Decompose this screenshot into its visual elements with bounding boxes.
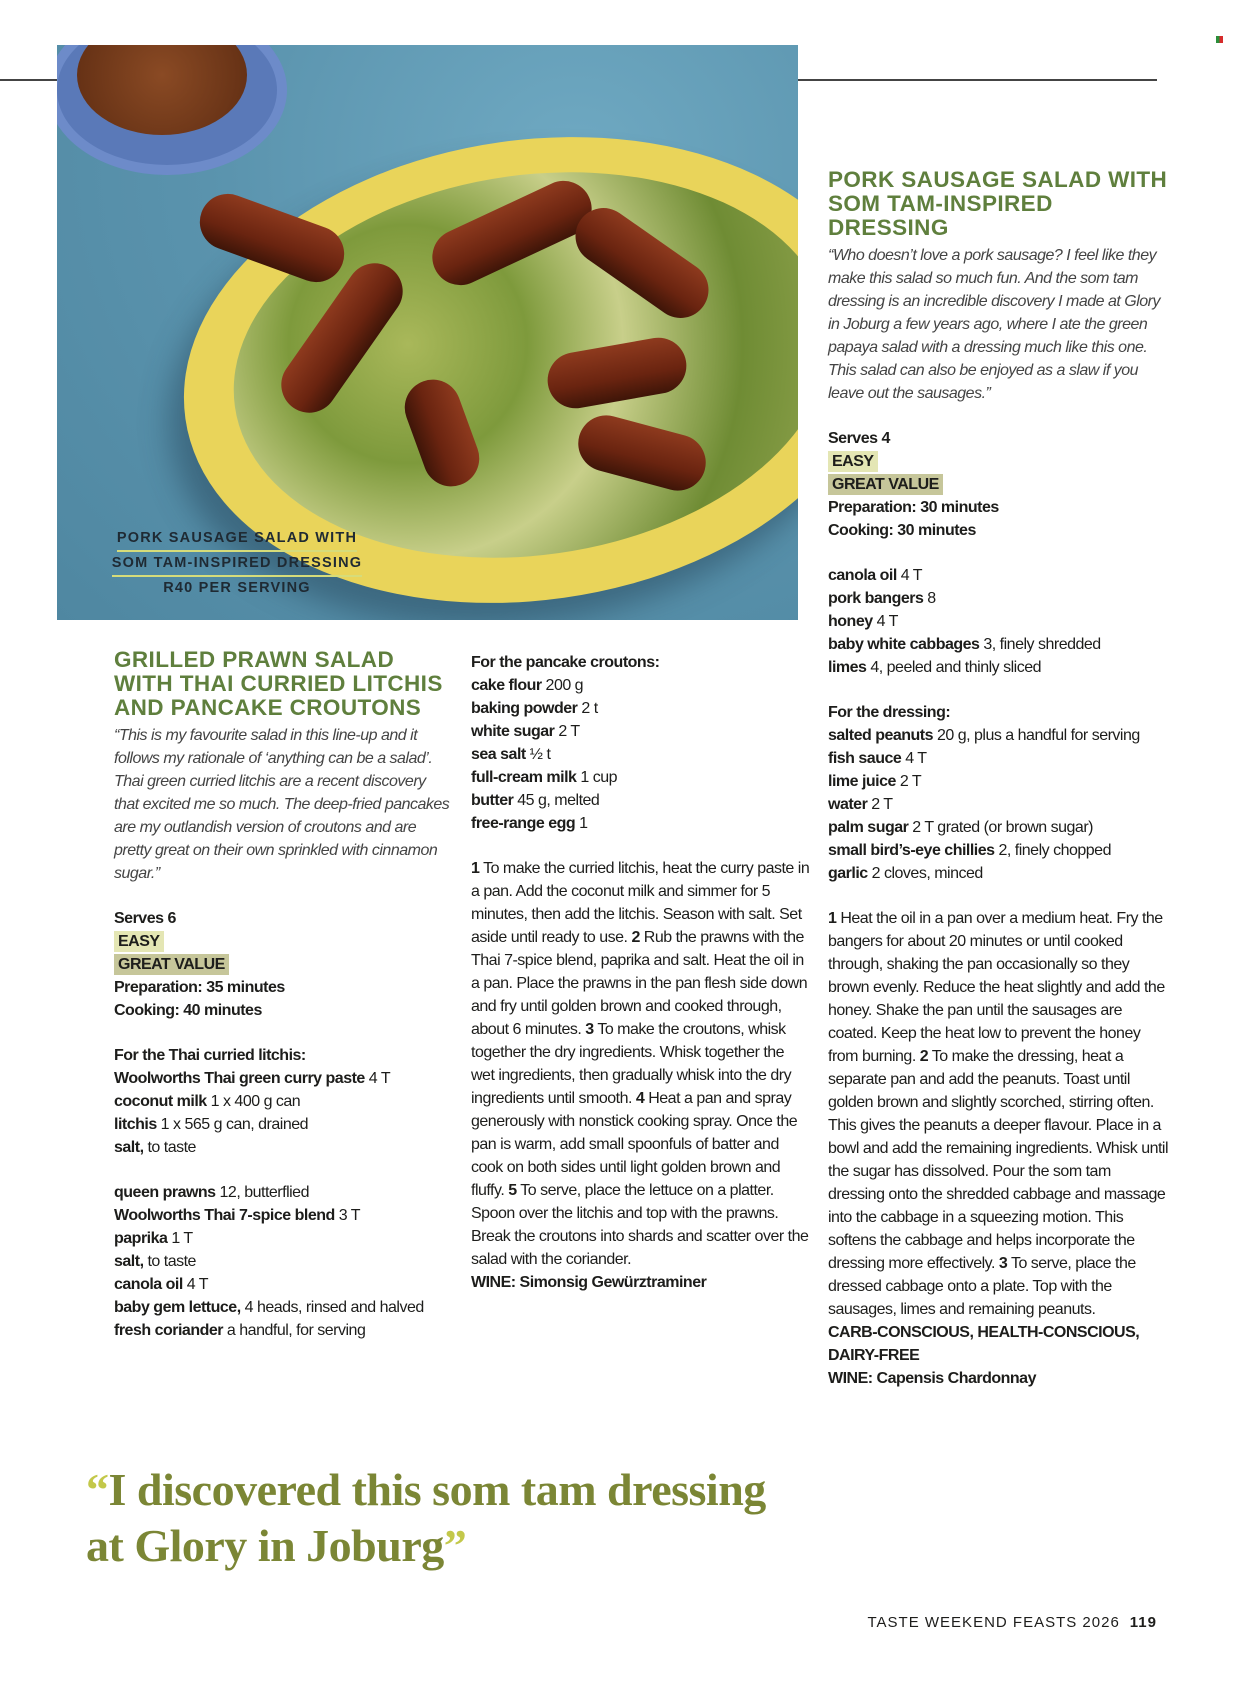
ingredient-quantity: 2, finely chopped <box>994 842 1111 859</box>
ingredient-item <box>828 862 1170 885</box>
great-value-badge: GREAT VALUE <box>114 954 229 975</box>
ingredient-item <box>114 1296 450 1319</box>
page-footer <box>868 1614 1158 1631</box>
close-quote-mark: ” <box>443 1520 467 1571</box>
recipe-intro: “Who doesn’t love a pork sausage? I feel like they make this salad so much fun. And the som tam dressing is an incredible discovery I made at Glory in Joburg a few years ago, where I ate the green papaya salad with a dressing much like this one. This salad can also be enjoyed as a slaw if you leave out the sausages.” <box>828 247 1160 402</box>
open-quote-mark: “ <box>86 1464 109 1515</box>
ingredient-item <box>828 587 1170 610</box>
ingredient-name: salt, <box>114 1139 144 1156</box>
ingredient-item <box>828 816 1170 839</box>
ingredient-item <box>828 724 1170 747</box>
ingredient-quantity: 12, butterflied <box>215 1184 309 1201</box>
ingredient-item <box>114 1181 450 1204</box>
ingredient-item <box>828 633 1170 656</box>
ingredient-name: free-range egg <box>471 815 576 832</box>
ingredient-name: limes <box>828 659 867 676</box>
step-text: To serve, place the dressed cabbage onto a plate. Top with the sausages, limes and remaining peanuts. <box>828 1255 1136 1318</box>
prep-time: Preparation: 35 minutes <box>114 979 285 996</box>
ingredient-groups <box>828 564 1170 907</box>
ingredient-name: baby white cabbages <box>828 636 980 653</box>
ingredient-item <box>471 789 811 812</box>
ingredient-quantity: ½ t <box>525 746 551 763</box>
prawn-method-column <box>471 651 811 1294</box>
ingredient-name: Woolworths Thai green curry paste <box>114 1070 365 1087</box>
ingredient-item <box>828 610 1170 633</box>
step-number: 5 <box>508 1182 517 1199</box>
ingredient-quantity: 3, finely shredded <box>979 636 1101 653</box>
ingredient-name: canola oil <box>828 567 897 584</box>
ingredient-quantity: to taste <box>143 1139 196 1156</box>
ingredient-quantity: to taste <box>143 1253 196 1270</box>
step-number: 2 <box>631 929 640 946</box>
method <box>471 857 811 1271</box>
ingredient-quantity: 4 heads, rinsed and halved <box>240 1299 424 1316</box>
ingredient-item <box>471 766 811 789</box>
ingredient-item <box>471 812 811 835</box>
ingredient-quantity: 1 T <box>167 1230 193 1247</box>
ingredient-name: Woolworths Thai 7-spice blend <box>114 1207 335 1224</box>
ingredient-name: garlic <box>828 865 868 882</box>
spacer <box>114 1342 450 1364</box>
ingredient-item <box>828 656 1170 679</box>
ingredient-group-heading: For the dressing: <box>828 704 951 721</box>
caption-line: PORK SAUSAGE SALAD WITH <box>117 527 357 552</box>
serves: Serves 6 <box>114 910 176 927</box>
method <box>828 907 1170 1321</box>
pull-quote-text: I discovered this som tam dressing at Glory in Joburg <box>86 1464 766 1571</box>
step-text: Heat a pan and spray generously with nonstick cooking spray. Once the pan is warm, add small spoonfuls of batter and cook on both sides until light golden brown and fluffy. <box>471 1090 798 1199</box>
ingredient-name: sea salt <box>471 746 526 763</box>
ingredient-name: salt, <box>114 1253 144 1270</box>
ingredient-quantity: 200 g <box>541 677 584 694</box>
ingredient-item <box>114 1204 450 1227</box>
ingredient-item <box>828 564 1170 587</box>
ingredient-name: full-cream milk <box>471 769 577 786</box>
pork-recipe-column <box>828 168 1170 1390</box>
ingredient-name: baking powder <box>471 700 578 717</box>
ingredient-name: queen prawns <box>114 1184 216 1201</box>
ingredient-item <box>114 1250 450 1273</box>
ingredient-item <box>114 1227 450 1250</box>
ingredient-name: fish sauce <box>828 750 902 767</box>
caption-price: R40 PER SERVING <box>163 580 311 596</box>
cook-time: Cooking: 40 minutes <box>114 1002 262 1019</box>
recipe-intro: “This is my favourite salad in this line-up and it follows my rationale of ‘anything can be a salad’. Thai green curried litchis are a recent discovery that excited me so much. The deep-fried pancakes are my outlandish version of croutons and are pretty great on their own sprinkled with cinnamon sugar.” <box>114 727 450 882</box>
ingredient-item <box>114 1273 450 1296</box>
ingredient-name: fresh coriander <box>114 1322 223 1339</box>
ingredient-groups <box>471 651 811 857</box>
ingredient-name: litchis <box>114 1116 157 1133</box>
ingredient-name: paprika <box>114 1230 168 1247</box>
ingredient-quantity: 2 t <box>577 700 598 717</box>
ingredient-item <box>828 793 1170 816</box>
pull-quote <box>86 1462 806 1574</box>
easy-badge: EASY <box>114 931 164 952</box>
ingredient-item <box>828 747 1170 770</box>
ingredient-quantity: 2 T <box>895 773 922 790</box>
serves: Serves 4 <box>828 430 890 447</box>
ingredient-quantity: 20 g, plus a handful for serving <box>933 727 1140 744</box>
ingredient-item <box>114 1113 450 1136</box>
cook-time: Cooking: 30 minutes <box>828 522 976 539</box>
spacer <box>828 679 1170 701</box>
ingredient-quantity: 45 g, melted <box>513 792 600 809</box>
great-value-badge: GREAT VALUE <box>828 474 943 495</box>
ingredient-quantity: 1 <box>575 815 588 832</box>
ingredient-groups <box>114 1044 450 1364</box>
ingredient-quantity: 2 T <box>867 796 893 813</box>
step-number: 1 <box>828 910 837 927</box>
color-marker <box>1216 36 1223 43</box>
step-text: To serve, place the lettuce on a platter. Spoon over the litchis and top with the prawns. Break the croutons into shards and scatter over the salad with the coriander. <box>471 1182 809 1268</box>
ingredient-item <box>114 1136 450 1159</box>
step-text: To make the curried litchis, heat the curry paste in a pan. Add the coconut milk and simmer for 5 minutes, then add the litchis. Season with salt. Set aside until ready to use. <box>471 860 810 946</box>
ingredient-item <box>471 674 811 697</box>
ingredient-item <box>114 1319 450 1342</box>
easy-badge: EASY <box>828 451 878 472</box>
ingredient-quantity: 2 T <box>554 723 580 740</box>
ingredient-name: butter <box>471 792 514 809</box>
ingredient-quantity: 2 cloves, minced <box>867 865 983 882</box>
ingredient-item <box>471 720 811 743</box>
ingredient-item <box>471 743 811 766</box>
step-text: Rub the prawns with the Thai 7-spice blend, paprika and salt. Heat the oil in a pan. Place the prawns in the pan flesh side down and fry until golden brown and cooked through, about 6 minutes. <box>471 929 808 1038</box>
ingredient-quantity: 1 x 565 g can, drained <box>156 1116 309 1133</box>
spacer <box>114 1159 450 1181</box>
ingredient-name: white sugar <box>471 723 555 740</box>
ingredient-name: honey <box>828 613 873 630</box>
ingredient-quantity: 4 T <box>901 750 927 767</box>
ingredient-item <box>828 839 1170 862</box>
ingredient-quantity: a handful, for serving <box>222 1322 366 1339</box>
ingredient-name: pork bangers <box>828 590 924 607</box>
ingredient-item <box>114 1067 450 1090</box>
caption-line: SOM TAM-INSPIRED DRESSING <box>112 552 362 577</box>
ingredient-quantity: 1 x 400 g can <box>206 1093 301 1110</box>
ingredient-quantity: 4 T <box>182 1276 209 1293</box>
ingredient-quantity: 4 T <box>364 1070 391 1087</box>
step-number: 3 <box>998 1255 1008 1272</box>
ingredient-name: water <box>828 796 868 813</box>
prep-time: Preparation: 30 minutes <box>828 499 999 516</box>
prawn-recipe-column <box>114 648 450 1364</box>
ingredient-quantity: 8 <box>923 590 936 607</box>
ingredient-quantity: 4 T <box>896 567 923 584</box>
dietary-tags: CARB-CONSCIOUS, HEALTH-CONSCIOUS, DAIRY-FREE <box>828 1324 1140 1364</box>
photo-caption <box>57 527 417 600</box>
ingredient-name: lime juice <box>828 773 896 790</box>
ingredient-name: cake flour <box>471 677 542 694</box>
ingredient-group-heading: For the Thai curried litchis: <box>114 1047 306 1064</box>
wine-pairing: WINE: Capensis Chardonnay <box>828 1370 1036 1387</box>
step-number: 2 <box>919 1048 929 1065</box>
ingredient-quantity: 1 cup <box>576 769 618 786</box>
recipe-title: PORK SAUSAGE SALAD WITH SOM TAM-INSPIRED DRESSING <box>828 167 1168 240</box>
step-number: 1 <box>471 860 480 877</box>
spacer <box>828 885 1170 907</box>
publication-name: TASTE WEEKEND FEASTS 2026 <box>867 1614 1120 1631</box>
ingredient-quantity: 4, peeled and thinly sliced <box>866 659 1041 676</box>
ingredient-name: canola oil <box>114 1276 183 1293</box>
spacer <box>471 835 811 857</box>
ingredient-name: palm sugar <box>828 819 909 836</box>
step-text: To make the croutons, whisk together the dry ingredients. Whisk together the wet ingredients, then gradually whisk into the dry ingredients until smooth. <box>471 1021 792 1107</box>
step-text: To make the dressing, heat a separate pan and add the peanuts. Toast until golden brown and slightly scorched, stirring often. This gives the peanuts a deeper flavour. Place in a bowl and add the remaining ingredients. Whisk until the sugar has dissolved. Pour the som tam dressing onto the shredded cabbage and massage into the cabbage in a squeezing motion. This softens the cabbage and helps incorporate the dressing more effectively. <box>828 1048 1169 1272</box>
ingredient-name: baby gem lettuce, <box>114 1299 241 1316</box>
ingredient-group-heading: For the pancake croutons: <box>471 654 660 671</box>
step-number: 4 <box>635 1090 645 1107</box>
ingredient-name: small bird’s-eye chillies <box>828 842 995 859</box>
wine-pairing: WINE: Simonsig Gewürztraminer <box>471 1274 707 1291</box>
ingredient-quantity: 2 T grated (or brown sugar) <box>908 819 1093 836</box>
ingredient-item <box>828 770 1170 793</box>
recipe-title: GRILLED PRAWN SALAD WITH THAI CURRIED LITCHIS AND PANCAKE CROUTONS <box>114 647 443 720</box>
ingredient-name: salted peanuts <box>828 727 934 744</box>
step-text: Heat the oil in a pan over a medium heat. Fry the bangers for about 20 minutes or until cooked through, shaking the pan occasionally so they brown evenly. Reduce the heat slightly and add the honey. Shake the pan until the sausages are coated. Keep the heat low to prevent the honey from burning. <box>828 910 1165 1065</box>
ingredient-item <box>471 697 811 720</box>
ingredient-item <box>114 1090 450 1113</box>
ingredient-name: coconut milk <box>114 1093 207 1110</box>
ingredient-quantity: 4 T <box>872 613 898 630</box>
page-number: 119 <box>1129 1614 1157 1631</box>
ingredient-quantity: 3 T <box>334 1207 361 1224</box>
step-number: 3 <box>585 1021 594 1038</box>
